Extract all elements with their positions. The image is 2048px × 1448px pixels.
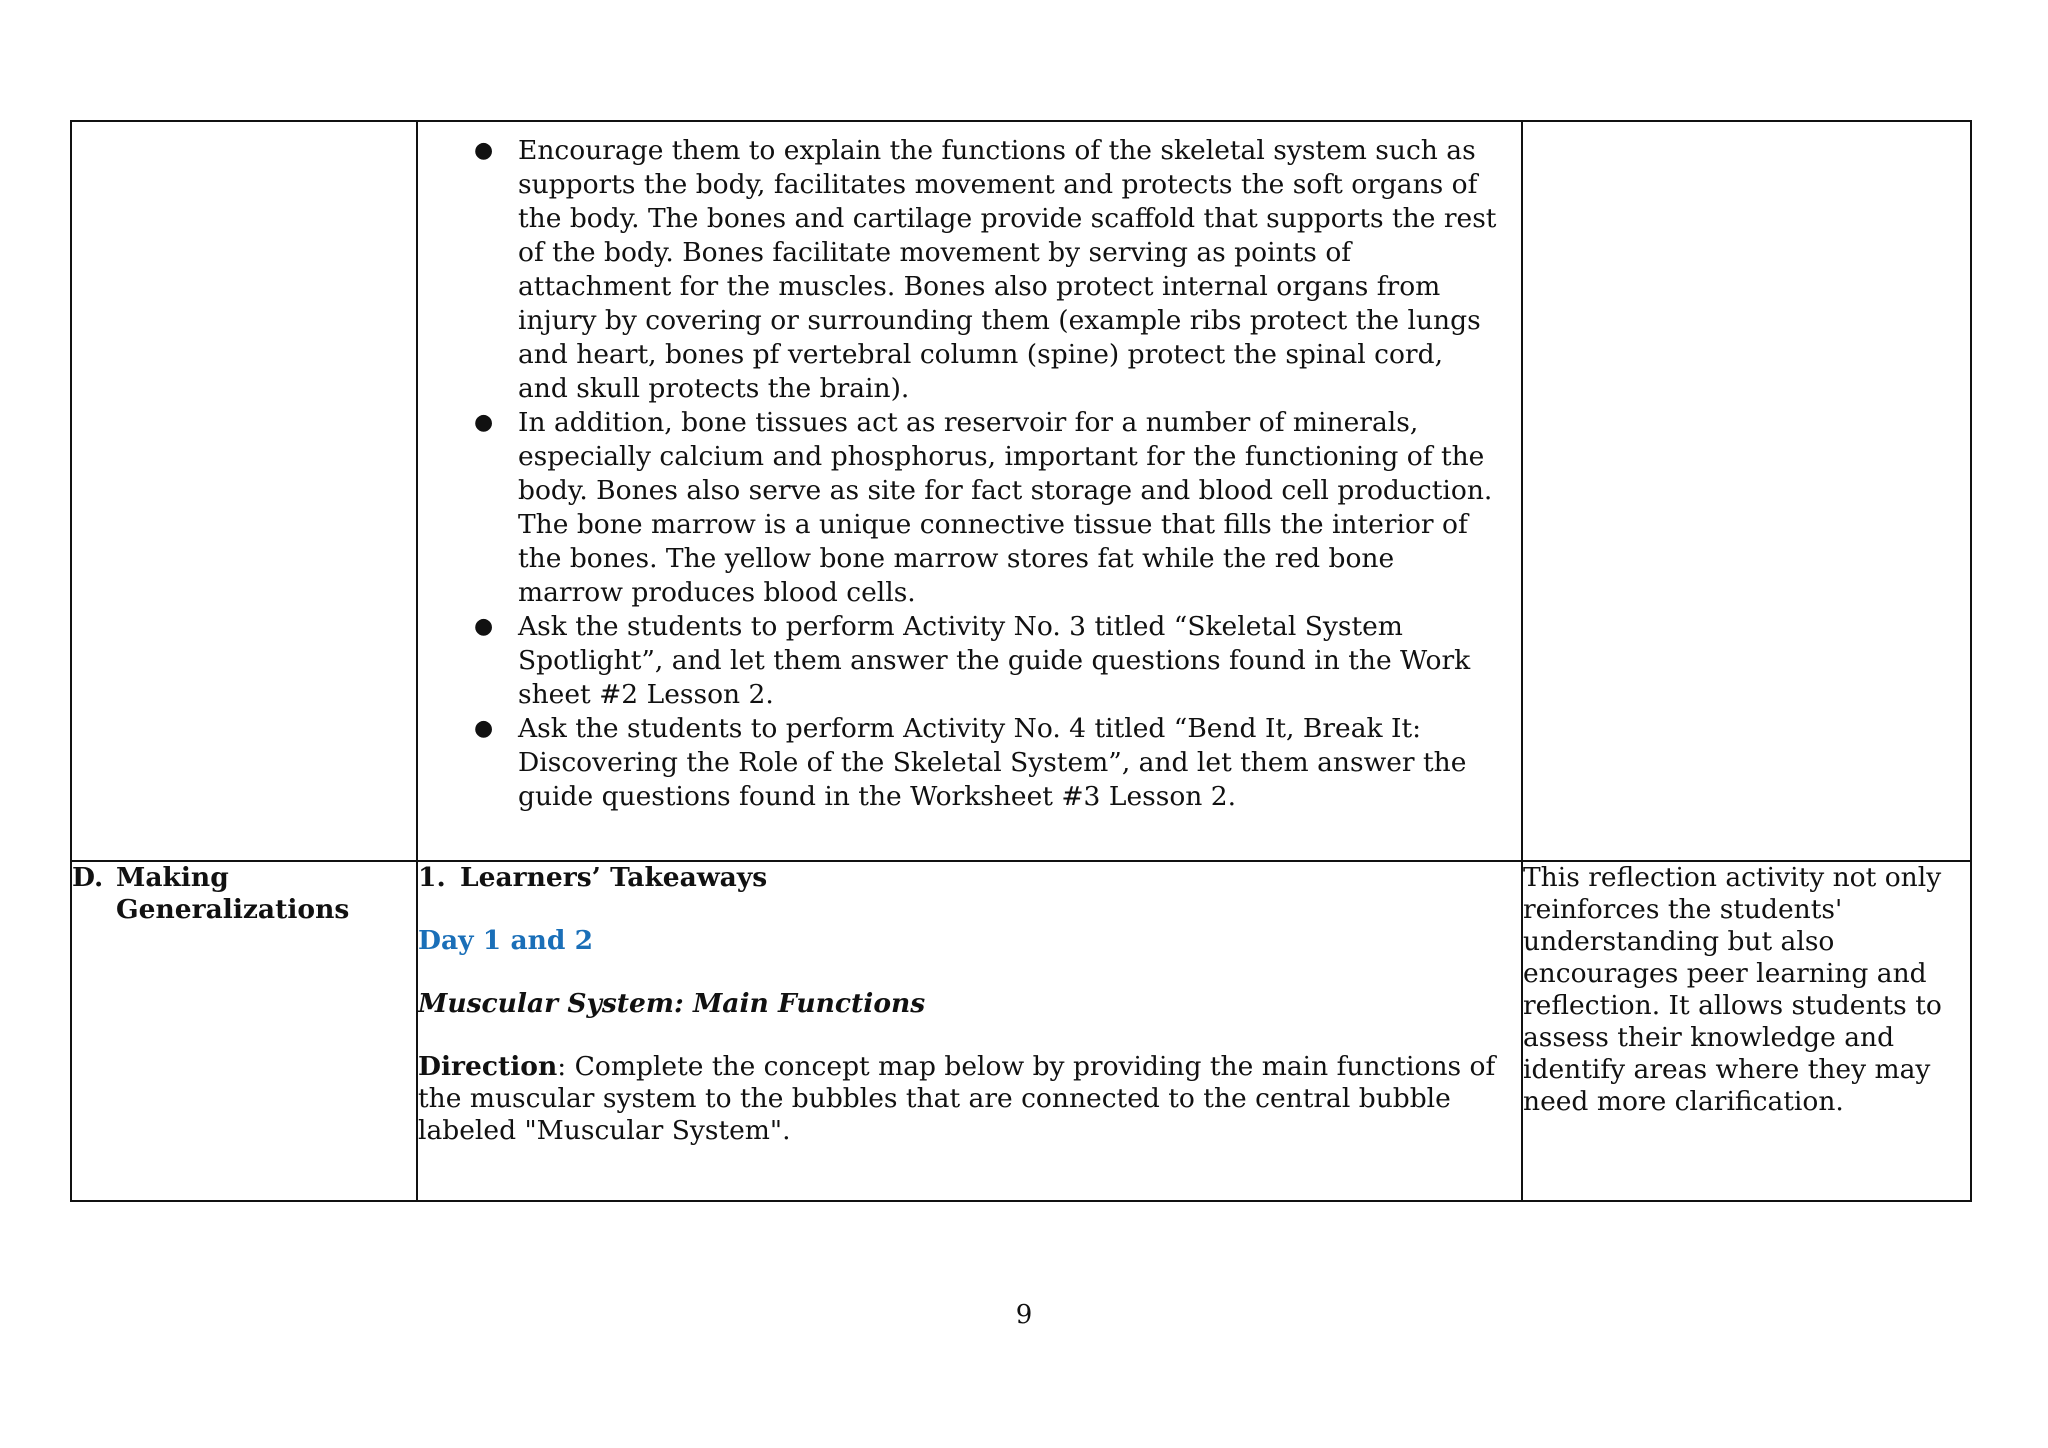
procedure-cell — [417, 861, 1522, 1201]
lesson-plan-table — [70, 120, 1972, 1202]
notes-text: This reflection activity not only reinforces the students' understanding but also encourages peer learning and reflection. It allows students to assess their knowledge and identify areas where they may need more clarification. — [1523, 862, 1942, 1117]
section-label-cell — [71, 861, 417, 1201]
list-item — [474, 406, 1501, 610]
bullet-icon: ● — [474, 138, 494, 163]
bullet-text: In addition, bone tissues act as reservoir for a number of minerals, especially calcium and phosphorus, important for the functioning of the body. Bones also serve as site for fact storage and blood cell production. The bone marrow is a unique connective tissue that fills the interior of the bones. The yellow bone marrow stores fat while the red bone marrow produces blood cells. — [518, 407, 1493, 608]
direction-text: : Complete the concept map below by providing the main functions of the muscular system to the bubbles that are connected to the central bubble labeled "Muscular System". — [418, 1051, 1496, 1146]
bullet-list — [418, 122, 1521, 814]
bullet-text: Encourage them to explain the functions of the skeletal system such as supports the body, facilitates movement and protects the soft organs of the body. The bones and cartilage provide scaffold that supports the rest of the body. Bones facilitate movement by serving as points of attachment for the muscles. Bones also protect internal organs from injury by covering or surrounding them (example ribs protect the lungs and heart, bones pf vertebral column (spine) protect the spinal cord, and skull protects the brain). — [518, 135, 1497, 404]
list-item — [474, 610, 1501, 712]
list-item — [474, 134, 1501, 406]
procedure-cell — [417, 121, 1522, 861]
page-number: 9 — [1015, 1300, 1033, 1330]
section-title: Making Generalizations — [116, 862, 350, 925]
activity-heading — [418, 862, 1521, 894]
table-row — [71, 861, 1971, 1201]
bullet-text: Ask the students to perform Activity No. 3 titled “Skeletal System Spotlight”, and let them answer the guide questions found in the Work sheet #2 Lesson 2. — [518, 611, 1471, 710]
notes-cell — [1522, 121, 1971, 861]
heading-number: 1. — [418, 862, 446, 893]
bullet-text: Ask the students to perform Activity No. 4 titled “Bend It, Break It: Discovering the Role of the Skeletal System”, and let them answer the guide questions found in the Worksheet #3 Lesson 2. — [518, 713, 1467, 812]
bullet-icon: ● — [474, 410, 494, 435]
notes-cell — [1522, 861, 1971, 1201]
bullet-icon: ● — [474, 716, 494, 741]
section-letter: D. — [72, 862, 104, 893]
list-item — [474, 712, 1501, 814]
direction-label: Direction — [418, 1051, 558, 1082]
table-row — [71, 121, 1971, 861]
section-label-cell — [71, 121, 417, 861]
bullet-icon: ● — [474, 614, 494, 639]
heading-text: Learners’ Takeaways — [460, 862, 768, 893]
activity-subtitle: Muscular System: Main Functions — [418, 988, 926, 1019]
direction-paragraph — [418, 1051, 1521, 1147]
day-label: Day 1 and 2 — [418, 925, 594, 956]
